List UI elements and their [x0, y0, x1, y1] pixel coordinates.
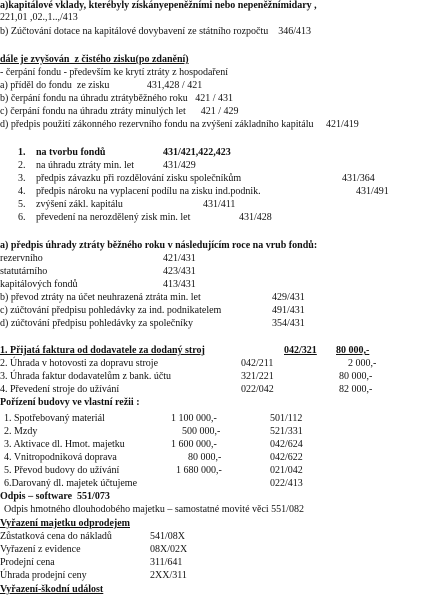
skoda-heading: Vyřazení-škodní událost — [0, 584, 104, 595]
cerpani-fondu-line: - čerpání fondu - především ke krytí ztráty z hospodaření — [0, 67, 228, 78]
vyrazeni-row-4-acct: 2XX/311 — [150, 570, 187, 581]
porizeni-row-6-label: 6.Darovaný dl. majetek účtujeme — [4, 478, 138, 489]
num-1-acct: 431/421,422,423 — [163, 147, 231, 158]
cerpani-minulych-line: c) čerpání fondu na úhradu ztráty minulých let 421 / 429 — [0, 106, 239, 117]
predpis-c-label: c) zúčtování předpisu pohledávky za ind. podnikatelem — [0, 305, 222, 316]
faktura-row-2-label: 2. Úhrada v hotovosti za dopravu stroje — [0, 358, 159, 369]
num-5-text: zvýšení zákl. kapitálu — [36, 199, 123, 210]
num-2-acct: 431/429 — [163, 160, 196, 171]
porizeni-row-4-acct: 042/622 — [270, 452, 303, 463]
porizeni-row-2-label: 2. Mzdy — [4, 426, 38, 437]
odpis-line: Odpis hmotného dlouhodobého majetku – samostatné movité věci 551/082 — [4, 504, 304, 515]
num-4-text: předpis nároku na vyplacení podílu na zisku ind.podnik. — [36, 186, 261, 197]
dotace-line: b) Zúčtování dotace na kapitálové dovybavení ze státního rozpočtu 346/413 — [0, 26, 312, 37]
predpis-row-1-acct: 421/431 — [163, 253, 196, 264]
vyrazeni-heading: Vyřazení majetku odprodejem — [0, 518, 130, 529]
faktura-heading: 1. Přijatá faktura od dodavatele za dodaný stroj — [0, 345, 205, 356]
faktura-heading-acct: 042/321 — [284, 345, 317, 356]
predpis-row-2-acct: 423/431 — [163, 266, 196, 277]
num-5-acct: 431/411 — [203, 199, 236, 210]
num-6-text: převedení na nerozdělený zisk min. let — [36, 212, 191, 223]
porizeni-row-2-acct: 521/331 — [270, 426, 303, 437]
predpis-c-acct: 491/431 — [272, 305, 305, 316]
faktura-row-3-label: 3. Úhrada faktur dodavatelům z bank. účtu — [0, 371, 172, 382]
vyrazeni-row-3-acct: 311/641 — [150, 557, 183, 568]
faktura-row-4-acct: 022/042 — [241, 384, 274, 395]
num-5: 5. — [18, 199, 26, 210]
pridel-line: a) příděl do fondu ze zisku 431,428 / 421 — [0, 80, 203, 91]
predpis-row-1-label: rezervního — [0, 253, 43, 264]
porizeni-row-3-label: 3. Aktivace dl. Hmot. majetku — [4, 439, 125, 450]
num-3-acct: 431/364 — [342, 173, 375, 184]
faktura-row-2-acct: 042/211 — [241, 358, 274, 369]
faktura-heading-amount: 80 000,- — [336, 345, 370, 356]
porizeni-heading: Pořízení budovy ve vlastní režii : — [0, 397, 140, 408]
predpis-row-2-label: statutárního — [0, 266, 48, 277]
odpis-heading: Odpis – software 551/073 — [0, 491, 110, 502]
dale-heading: dále je zvyšován z čistého zisku(po zdanění) — [0, 54, 189, 65]
kapitalove-vklady-accounts: 221,01 ,02.,1..,/413 — [0, 12, 78, 23]
porizeni-row-5-acct: 021/042 — [270, 465, 303, 476]
vyrazeni-row-2-acct: 08X/02X — [150, 544, 188, 555]
predpis-b-label: b) převod ztráty na účet neuhrazená ztráta min. let — [0, 292, 201, 303]
num-1-text: na tvorbu fondů — [36, 147, 106, 158]
num-2-text: na úhradu ztráty min. let — [36, 160, 135, 171]
porizeni-row-2-amount: 500 000,- — [182, 426, 221, 437]
num-2: 2. — [18, 160, 26, 171]
predpis-d-label: d) zúčtování předpisu pohledávky za společníky — [0, 318, 193, 329]
porizeni-row-6-acct: 022/413 — [270, 478, 303, 489]
rezervni-fond-line: d) předpis použití zákonného rezervního fondu na zvýšení základního kapitálu 421/419 — [0, 119, 359, 130]
porizeni-row-1-label: 1. Spotřebovaný materiál — [4, 413, 105, 424]
num-1: 1. — [18, 147, 26, 158]
predpis-heading: a) předpis úhrady ztráty běžného roku v následujícím roce na vrub fondů: — [0, 240, 318, 251]
porizeni-row-3-amount: 1 600 000,- — [171, 439, 217, 450]
faktura-row-2-amount: 2 000,- — [348, 358, 377, 369]
predpis-row-3-acct: 413/431 — [163, 279, 196, 290]
vyrazeni-row-3-label: Prodejní cena — [0, 557, 55, 568]
porizeni-row-5-label: 5. Převod budovy do užívání — [4, 465, 120, 476]
vyrazeni-row-4-label: Úhrada prodejní ceny — [0, 570, 87, 581]
porizeni-row-5-amount: 1 680 000,- — [176, 465, 222, 476]
faktura-row-3-acct: 321/221 — [241, 371, 274, 382]
num-6: 6. — [18, 212, 26, 223]
num-4-acct: 431/491 — [356, 186, 389, 197]
num-4: 4. — [18, 186, 26, 197]
faktura-row-4-label: 4. Převedení stroje do užívání — [0, 384, 120, 395]
vyrazeni-row-1-label: Zůstatková cena do nákladů — [0, 531, 112, 542]
porizeni-row-3-acct: 042/624 — [270, 439, 303, 450]
porizeni-row-4-amount: 80 000,- — [188, 452, 222, 463]
num-6-acct: 431/428 — [239, 212, 272, 223]
kapitalove-vklady-line: a)kapitálové vklady, kterébyly získányepeněžními nebo nepeněžnímidary , — [0, 0, 317, 11]
num-3-text: předpis závazku při rozdělování zisku společníkům — [36, 173, 242, 184]
porizeni-row-1-acct: 501/112 — [270, 413, 303, 424]
porizeni-row-4-label: 4. Vnitropodniková doprava — [4, 452, 117, 463]
num-3: 3. — [18, 173, 26, 184]
predpis-row-3-label: kapitálových fondů — [0, 279, 78, 290]
predpis-b-acct: 429/431 — [272, 292, 305, 303]
vyrazeni-row-2-label: Vyřazení z evidence — [0, 544, 81, 555]
cerpani-ztraty-line: b) čerpání fondu na úhradu ztrátyběžného roku 421 / 431 — [0, 93, 233, 104]
faktura-row-3-amount: 80 000,- — [339, 371, 373, 382]
faktura-row-4-amount: 82 000,- — [339, 384, 373, 395]
predpis-d-acct: 354/431 — [272, 318, 305, 329]
vyrazeni-row-1-acct: 541/08X — [150, 531, 185, 542]
porizeni-row-1-amount: 1 100 000,- — [171, 413, 217, 424]
